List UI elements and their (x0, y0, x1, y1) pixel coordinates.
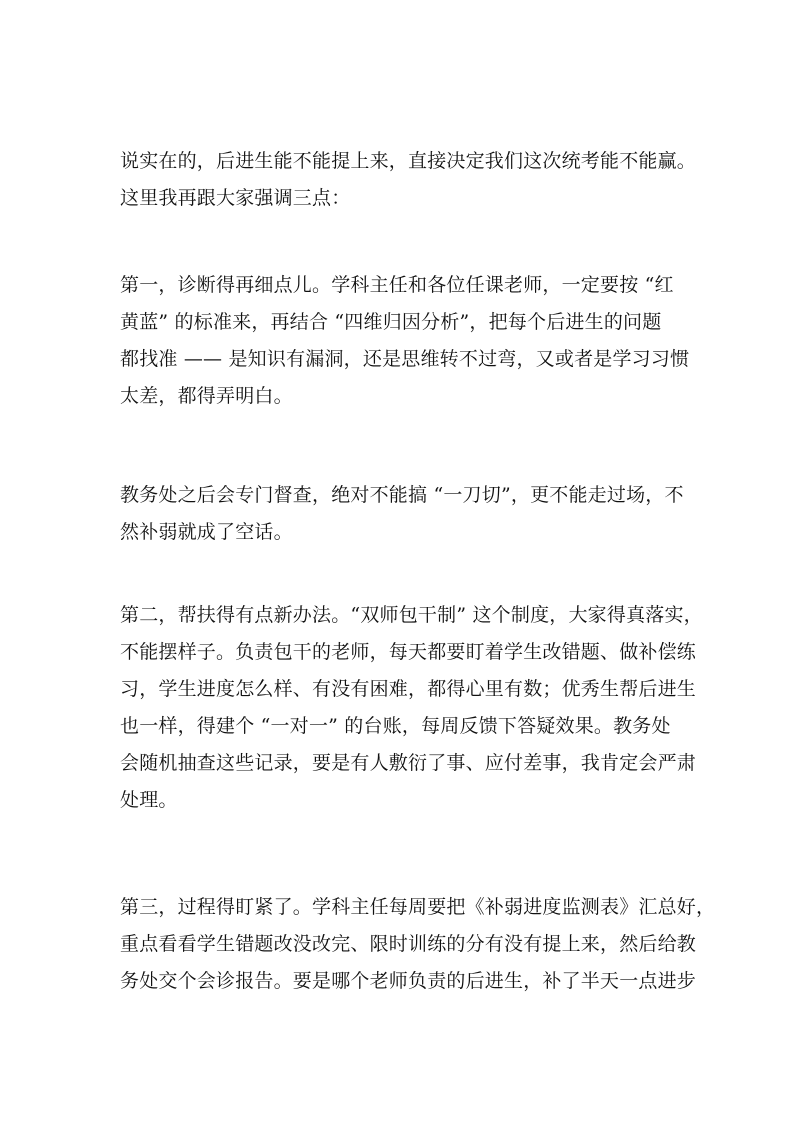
paragraph-intro (120, 143, 697, 217)
text-line: 不能摆样子。负责包干的老师，每天都要盯着学生改错题、做补偿练 (120, 641, 697, 663)
text-line: 第二，帮扶得有点新办法。“双师包干制” 这个制度，大家得真落实， (120, 604, 703, 626)
text-line: 务处交个会诊报告。要是哪个老师负责的后进生，补了半天一点进步 (120, 970, 697, 992)
text-line: 黄蓝” 的标准来，再结合 “四维归因分析”，把每个后进生的问题 (120, 311, 662, 333)
text-line: 会随机抽查这些记录，要是有人敷衍了事、应付差事，我肯定会严肃 (120, 752, 697, 774)
text-line: 第三，过程得盯紧了。学科主任每周要把《补弱进度监测表》汇总好， (120, 896, 716, 918)
paragraph-point-three (120, 889, 716, 1000)
text-line: 重点看看学生错题改没改完、限时训练的分有没有提上来，然后给教 (120, 933, 697, 955)
text-line: 然补弱就成了空话。 (120, 521, 293, 543)
text-line: 这里我再跟大家强调三点： (120, 187, 351, 209)
text-line: 也一样，得建个 “一对一” 的台账，每周反馈下答疑效果。教务处 (120, 715, 671, 737)
text-line: 习，学生进度怎么样、有没有困难，都得心里有数；优秀生帮后进生 (120, 678, 697, 700)
text-line: 都找准 —— 是知识有漏洞，还是思维转不过弯，又或者是学习习惯 (120, 348, 690, 370)
paragraph-point-two (120, 597, 703, 819)
text-line: 说实在的，后进生能不能提上来，直接决定我们这次统考能不能赢。 (120, 150, 697, 172)
text-line: 处理。 (120, 789, 178, 811)
paragraph-supervision (120, 477, 684, 551)
text-line: 第一，诊断得再细点儿。学科主任和各位任课老师，一定要按 “红 (120, 274, 674, 296)
paragraph-point-one (120, 267, 690, 415)
text-line: 教务处之后会专门督查，绝对不能搞 “一刀切”，更不能走过场，不 (120, 484, 684, 506)
text-line: 太差，都得弄明白。 (120, 385, 293, 407)
